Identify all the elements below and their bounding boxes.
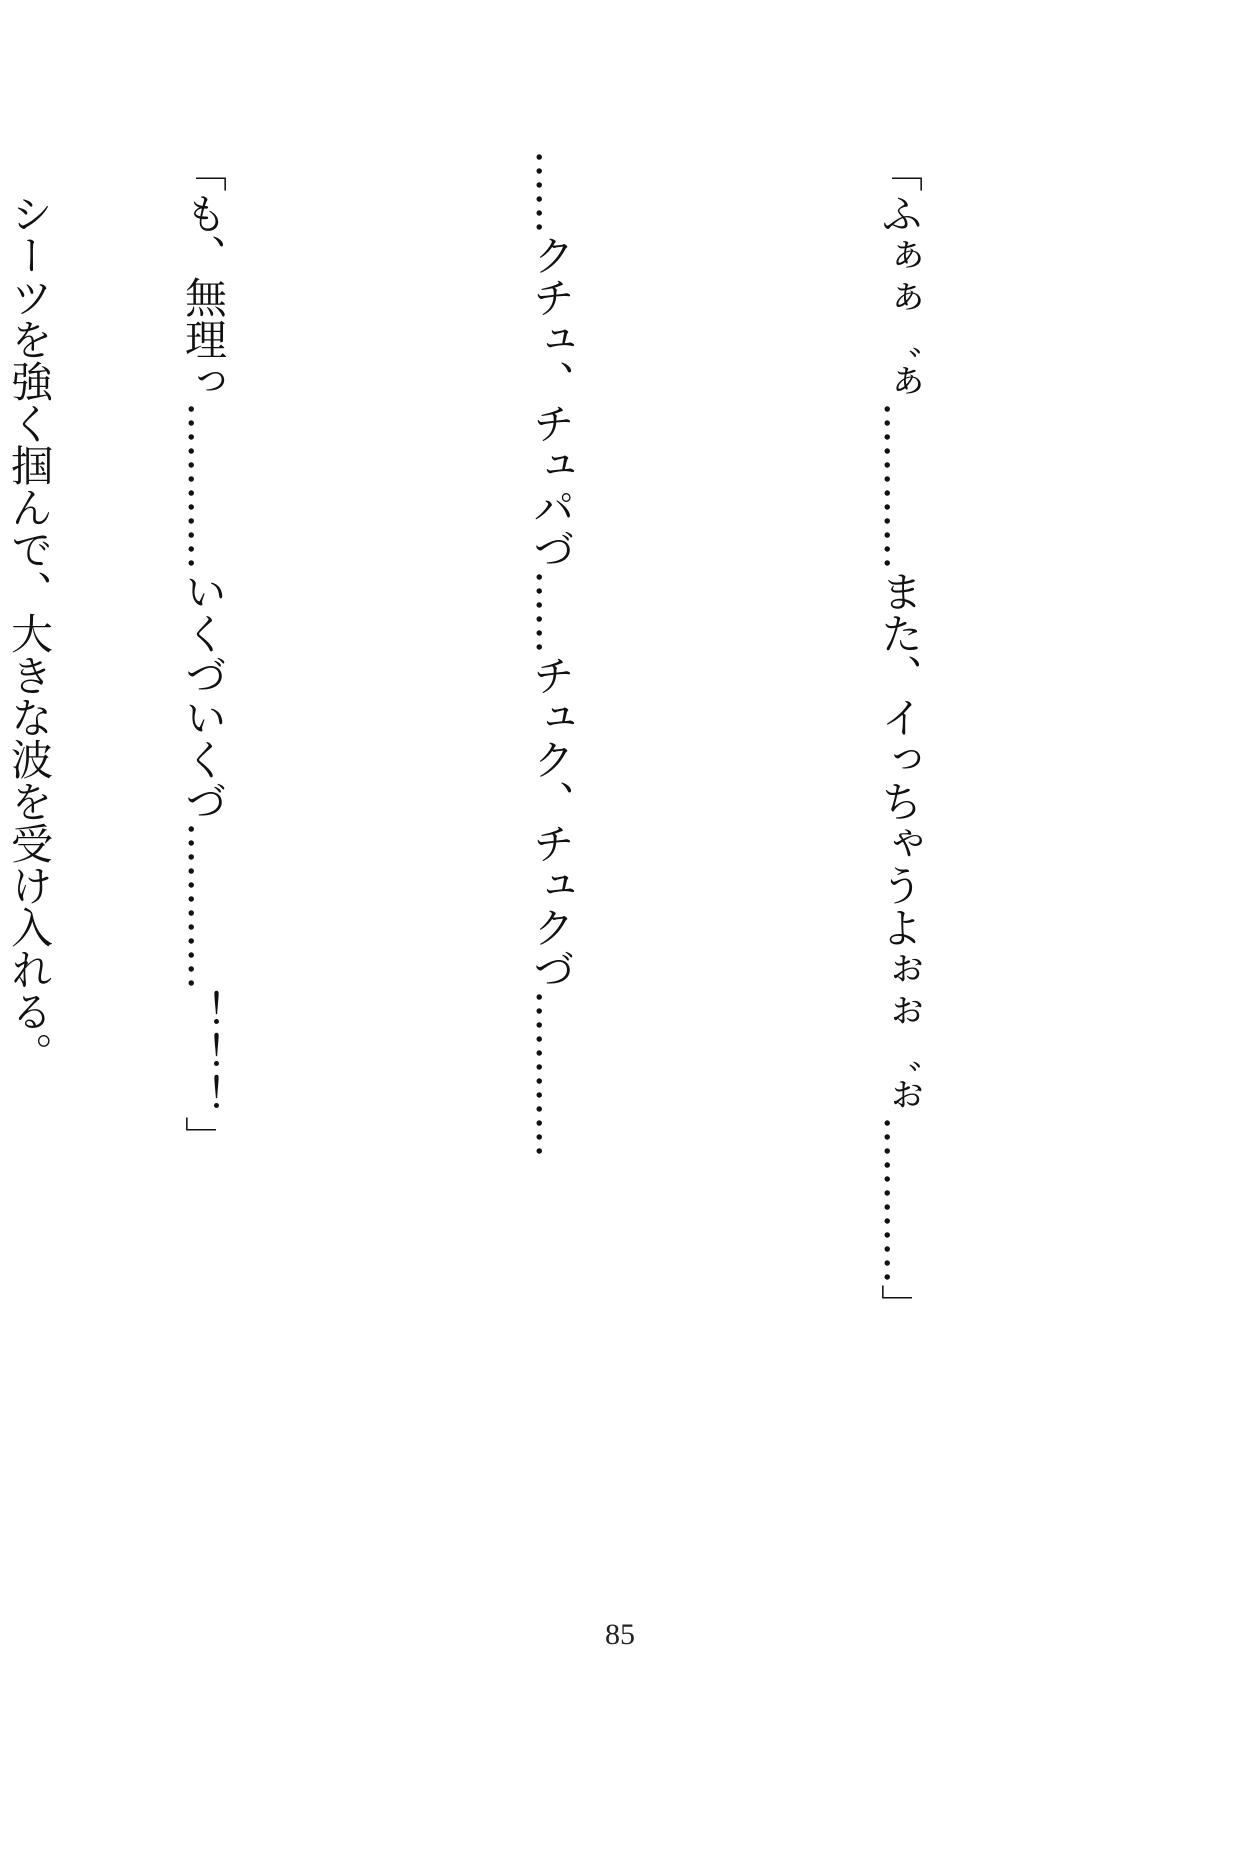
blank-line: [348, 150, 406, 1480]
text-line: 「ふぁぁ゛ぁ…………また、イっちゃうよぉぉ゛ぉ…………」: [875, 150, 924, 1326]
blank-line: [696, 150, 754, 1480]
page-number: 85: [605, 1618, 635, 1651]
text-line: 「も、無理っ…………いくづいくづ…………！！！」: [179, 150, 228, 1158]
vertical-text-body: [0, 150, 1044, 1480]
text-line: シーツを強く掴んで、大きな波を受け入れる。: [5, 150, 54, 1074]
text-line: ……クチュ、チュパづ……チュク、チュクづ…………: [527, 150, 576, 1158]
